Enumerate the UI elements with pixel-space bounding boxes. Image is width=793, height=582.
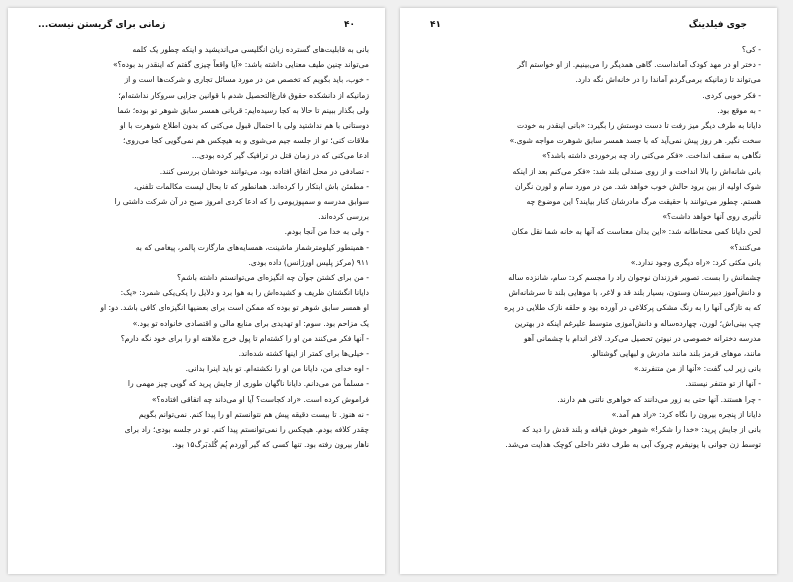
text-line: دایانا از پنجره بیرون را نگاه کرد: «راد هم آمد.»: [611, 409, 761, 419]
text-line: - آنها از تو متنفر نیستند.: [685, 379, 761, 389]
text-line: مانند، موهای قرمز بلند مانند مادرش و لبهایی گوشتالو.: [590, 349, 761, 359]
page-body: [24, 42, 369, 452]
page-number: ۴۰: [344, 20, 355, 30]
text-line: ناهار بیرون رفته بود. تنها کسی که گیر آوردم پُم گُلدبَرگ۱۵ بود.: [172, 440, 369, 450]
text-line: لحن دایانا کمی محتاطانه شد: «این بدان معناست که آنها به خانه شما نقل مکان: [511, 227, 761, 237]
text-line: - چرا هستند. آنها حتی به زور می‌دانند که خواهری ناتنی هم دارند.: [557, 394, 761, 404]
text-line: هستم. چطور می‌توانند با حقیقت مرگ مادرشان کنار بیایند؟ این موضوع چه: [526, 197, 761, 207]
text-line: چقدر کلافه بودم. هیچکس را نمی‌توانستم پیدا کنم. تو در جلسه بودی؛ راد برای: [124, 425, 369, 435]
text-line: که به تازگی آنها را به رنگ مشکی پرکلاغی در آورده بود و حلقه نازک طلایی در پره: [504, 303, 761, 313]
page-header: [430, 19, 747, 31]
text-line: سوابق مدرسه و سمپوزیومی را که ادعا کردی امروز صبح در آن شرکت داشتی را: [114, 197, 369, 207]
text-line: سخت نگیر. هر روز پیش نمی‌آید که با جسد همسر سابق شوهرت مواجه شوی.»: [509, 136, 761, 146]
text-line: چپ بینی‌اش؛ لورن، چهارده‌ساله و دانش‌آموزی متوسط علیرغم اینکه در بهترین: [514, 318, 761, 328]
text-line: - همینطور کیلومترشمار ماشینت، همسایه‌های مارگارت پالمر، پیغامی که به: [135, 242, 369, 252]
text-line: می‌تواند تا زمانیکه برمی‌گردم آماندا را در خانه‌اش نگه دارد.: [575, 75, 761, 85]
text-line: نگاهی به سقف انداخت. «فکر می‌کنی راد چه برخوردی داشته باشد؟»: [541, 151, 761, 161]
text-line: بانی از جایش پرید: «خدا را شکر!» شوهر خوش قیافه و بلند قدش را دید که: [522, 425, 761, 435]
text-line: ۹۱۱ (مرکز پلیس اورژانس) داده بودی.: [248, 257, 369, 267]
text-line: - نه هنوز. تا بیست دقیقه پیش هم نتوانستم او را پیدا کنم. نمی‌توانم بگویم: [138, 409, 369, 419]
text-line: می‌تواند چنین طیف معنایی داشته باشد: «آیا واقعاً چیزی گفتم که اینقدر بد بوده؟»: [113, 60, 369, 70]
text-line: - به موقع بود.: [717, 105, 761, 115]
text-line: تأثیری روی آنها خواهد داشت؟»: [662, 212, 761, 222]
text-line: - خوب، باید بگویم که تخصص من در مورد مسائل تجاری و شرکت‌ها است و از: [124, 75, 369, 85]
text-line: بانی به قابلیت‌های گسترده زبان انگلیسی می‌اندیشید و اینکه چطور یک کلمه: [132, 45, 369, 54]
text-line: - دختر او در مهد کودک آمانداست. گاهی همدیگر را می‌بینیم. از او خواستم اگر: [517, 60, 761, 70]
text-line: - آنها فکر می‌کنند من او را کشته‌ام تا پول خرج ملاهته او را برای خود نگه دارم؟: [120, 333, 369, 343]
book-page-right: [400, 8, 777, 574]
text-line: - مطمئن باش ابتکار را کرده‌اند. همانطور که تا بحال لیست مکالمات تلفنی،: [133, 181, 369, 191]
text-line: می‌کنند؟»: [729, 242, 761, 252]
text-line: دایانا انگشتان ظریف و کشیده‌اش را به هوا برد و دلایل را یکی‌یکی شمرد: «یک:: [120, 288, 369, 298]
text-line: ادعا می‌کنی که در زمان قتل در ترافیک گیر کرده بودی...: [191, 151, 369, 161]
text-line: مدرسه دخترانه خصوصی در نیوتن تحصیل می‌کرد. لاغر اندام با چشمانی آهو: [523, 333, 761, 343]
text-line: - من برای کشتن جوآن چه انگیزه‌ای می‌توانستم داشته باشم؟: [177, 273, 369, 283]
text-line: چشمانش را بست. تصویر فرزندان نوجوان راد را مجسم کرد: سام، شانزده ساله: [508, 273, 761, 283]
text-line: بانی شانه‌اش را بالا انداخت و از روی صندلی بلند شد: «فکر می‌کنم بعد از اینکه: [512, 166, 761, 176]
text-line: زمانیکه از دانشکده حقوق فارغ‌التحصیل شدم با قوانین جزایی سروکار نداشته‌ام؛: [118, 90, 369, 100]
text-line: ولی بگذار ببینم تا حالا به کجا رسیده‌ایم: قربانی همسر سابق شوهر تو بوده؛ شما: [117, 105, 369, 115]
page-header: [38, 19, 355, 31]
text-line: - خیلی‌ها برای کمتر از اینها کشته شده‌اند.: [238, 349, 369, 359]
page-number: ۴۱: [430, 20, 441, 30]
text-line: دوستانی با هم نداشتید ولی با احتمال قبول می‌کنی که بدون اطلاع شوهرت با او: [119, 121, 369, 131]
text-line: - فکر خوبی کردی.: [702, 90, 761, 100]
text-line: - مسلماً من می‌دانم. دایانا ناگهان طوری از جایش پرید که گویی چیز مهمی را: [127, 379, 369, 389]
text-line: یک مزاحم بود. سوم: او تهدیدی برای منابع مالی و اقتصادی خانواده تو بود.»: [132, 318, 369, 328]
running-title: زمانی برای گریستن نیست...: [38, 20, 166, 30]
text-line: بررسی کرده‌اند.: [318, 212, 369, 222]
text-line: بانی مکثی کرد: «راه دیگری وجود ندارد.»: [630, 257, 761, 267]
running-title: جوی فیلدینگ: [688, 20, 747, 30]
text-line: او همسر سابق شوهر تو بوده که ممکن است برای بعضیها انگیزه‌ای کافی باشد. دو: او: [100, 303, 369, 313]
text-line: - کی؟: [741, 45, 761, 54]
text-line: - ولی به خدا من آنجا بودم.: [284, 227, 369, 237]
text-line: - اوه خدای من، دایانا من او را نکشته‌ام. تو باید اینرا بدانی.: [185, 364, 369, 374]
book-page-left: [8, 8, 385, 574]
text-line: دایانا به طرف دیگر میز رفت تا دست دوستش را بگیرد: «بانی اینقدر به خودت: [517, 121, 761, 131]
page-body: [416, 42, 761, 452]
text-line: و دانش‌آموز دبیرستان وستون، بسیار بلند قد و لاغر، با موهایی بلند تا سرشانه‌اش: [508, 288, 761, 298]
text-line: بانی زیر لب گفت: «آنها از من متنفرند.»: [633, 364, 761, 374]
text-line: شوک اولیه از بین برود حالش خوب خواهد شد. من در مورد سام و لورن نگران: [515, 181, 761, 191]
text-line: ملاقات کنی؛ تو از جلسه جیم می‌شوی و به هیچکس هم نمی‌گویی کجا می‌روی؛: [123, 136, 369, 146]
text-line: فراموش کرده است. «راد کجاست؟ آیا او می‌داند چه اتفاقی افتاده؟»: [151, 394, 369, 404]
text-line: - تصادفی در محل اتفاق افتاده بود، می‌توانند خودشان بررسی کنند.: [159, 166, 369, 176]
text-line: توسط زن جوانی با یونیفرم چروک آبی به طرف دفتر داخلی کوچک هدایت می‌شد.: [505, 440, 761, 450]
